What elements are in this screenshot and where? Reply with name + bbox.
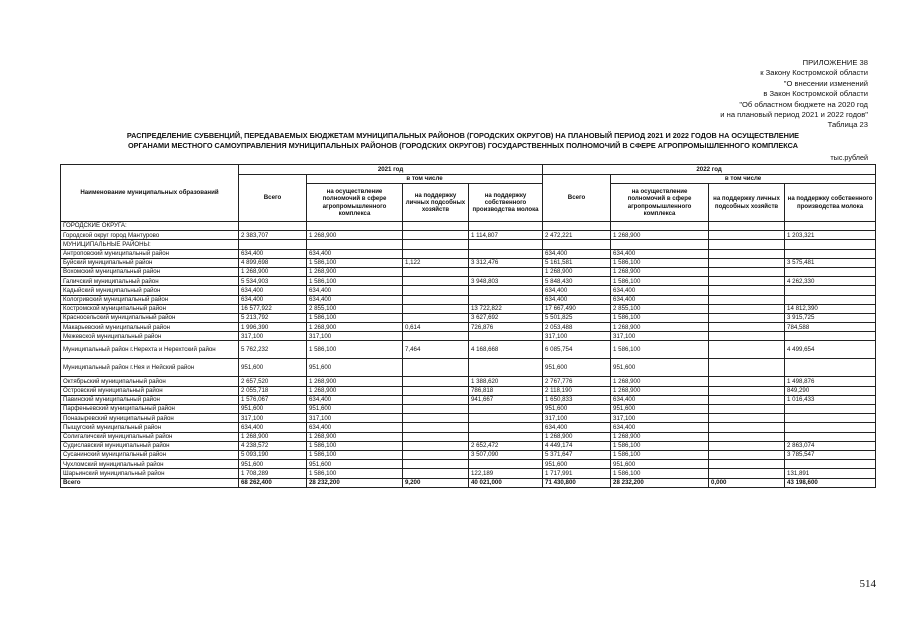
value-cell xyxy=(403,414,469,423)
value-cell: 317,100 xyxy=(543,414,611,423)
value-cell xyxy=(469,249,543,258)
value-cell xyxy=(307,222,403,231)
value-cell: 71 430,800 xyxy=(543,478,611,487)
value-cell: 28 232,200 xyxy=(307,478,403,487)
value-cell: 1 576,067 xyxy=(239,395,307,404)
value-cell xyxy=(469,286,543,295)
appendix-line: и на плановый период 2021 и 2022 годов" xyxy=(720,110,868,120)
value-cell: 951,600 xyxy=(611,359,709,377)
municipality-name: Муниципальный район г.Нерехта и Нерехтский район xyxy=(61,341,239,359)
value-cell: 3 507,090 xyxy=(469,450,543,459)
value-cell: 5 501,825 xyxy=(543,313,611,322)
municipality-name: Галичский муниципальный район xyxy=(61,277,239,286)
municipality-name: Всего xyxy=(61,478,239,487)
value-cell: 951,600 xyxy=(611,405,709,414)
value-cell: 5 534,903 xyxy=(239,277,307,286)
value-cell: 317,100 xyxy=(239,332,307,341)
value-cell: 0,000 xyxy=(709,478,785,487)
table-row xyxy=(61,469,876,478)
value-cell xyxy=(785,249,876,258)
table-row xyxy=(61,432,876,441)
value-cell: 634,400 xyxy=(543,295,611,304)
municipality-name: Красносельский муниципальный район xyxy=(61,313,239,322)
value-cell xyxy=(403,469,469,478)
value-cell: 28 232,200 xyxy=(611,478,709,487)
value-cell: 2 053,488 xyxy=(543,323,611,332)
value-cell: 3 627,692 xyxy=(469,313,543,322)
subsidy-table xyxy=(60,164,876,488)
value-cell xyxy=(709,386,785,395)
table-row xyxy=(61,460,876,469)
value-cell: 951,600 xyxy=(543,460,611,469)
value-cell xyxy=(239,240,307,249)
table-row xyxy=(61,450,876,459)
value-cell xyxy=(785,222,876,231)
value-cell: 1 586,100 xyxy=(611,441,709,450)
value-cell: 1 996,390 xyxy=(239,323,307,332)
value-cell: 5 371,647 xyxy=(543,450,611,459)
units-label: тыс.рублей xyxy=(830,153,868,162)
value-cell xyxy=(709,432,785,441)
value-cell: 40 021,000 xyxy=(469,478,543,487)
value-cell xyxy=(469,240,543,249)
value-cell: 634,400 xyxy=(543,286,611,295)
municipality-name: Кадыйский муниципальный район xyxy=(61,286,239,295)
value-cell xyxy=(403,240,469,249)
municipality-name: Муниципальный район г.Нея и Нейский район xyxy=(61,359,239,377)
value-cell xyxy=(403,332,469,341)
value-cell: 2 855,100 xyxy=(307,304,403,313)
value-cell: 786,818 xyxy=(469,386,543,395)
value-cell: 634,400 xyxy=(239,423,307,432)
total-row xyxy=(61,478,876,487)
value-cell: 2 657,520 xyxy=(239,377,307,386)
value-cell xyxy=(403,313,469,322)
value-cell: 1 203,321 xyxy=(785,231,876,240)
value-cell xyxy=(469,359,543,377)
value-cell: 1 650,833 xyxy=(543,395,611,404)
page-number: 514 xyxy=(859,578,876,590)
value-cell: 1 114,807 xyxy=(469,231,543,240)
value-cell: 68 262,400 xyxy=(239,478,307,487)
value-cell xyxy=(785,286,876,295)
municipality-name: Поназыревский муниципальный район xyxy=(61,414,239,423)
value-cell: 4 262,330 xyxy=(785,277,876,286)
title-line-1: РАСПРЕДЕЛЕНИЕ СУБВЕНЦИЙ, ПЕРЕДАВАЕМЫХ БЮДЖЕТАМ МУНИЦИПАЛЬНЫХ РАЙОНОВ (ГОРОДСКИХ ОКРУГОВ) НА ПЛАНОВЫЙ ПЕРИОД 2021 И 2022 ГОДОВ НА ОСУЩЕСТВЛЕНИЕ xyxy=(126,131,800,140)
value-cell xyxy=(403,359,469,377)
value-cell: 951,600 xyxy=(543,359,611,377)
value-cell xyxy=(785,295,876,304)
value-cell xyxy=(403,386,469,395)
value-cell: 317,100 xyxy=(611,332,709,341)
municipality-name: Сусанинский муниципальный район xyxy=(61,450,239,459)
value-cell: 2 863,074 xyxy=(785,441,876,450)
value-cell: 634,400 xyxy=(611,249,709,258)
value-cell: 634,400 xyxy=(611,295,709,304)
value-cell xyxy=(611,222,709,231)
value-cell: 1 268,900 xyxy=(307,386,403,395)
value-cell: 1 268,900 xyxy=(307,231,403,240)
value-cell: 1 586,100 xyxy=(307,313,403,322)
document-title xyxy=(58,131,868,150)
value-cell xyxy=(785,332,876,341)
municipality-name: Кологривский муниципальный район xyxy=(61,295,239,304)
value-cell: 5 762,232 xyxy=(239,341,307,359)
value-cell: 1 586,100 xyxy=(307,469,403,478)
value-cell: 634,400 xyxy=(239,295,307,304)
value-cell: 951,600 xyxy=(239,359,307,377)
milk-2021-header: на поддержку собственного производства молока xyxy=(469,184,543,222)
value-cell xyxy=(403,304,469,313)
value-cell: 9,200 xyxy=(403,478,469,487)
including-2021-header: в том числе xyxy=(307,175,543,184)
value-cell xyxy=(403,286,469,295)
value-cell xyxy=(403,441,469,450)
value-cell: 4 449,174 xyxy=(543,441,611,450)
value-cell xyxy=(785,359,876,377)
value-cell: 1 268,900 xyxy=(307,323,403,332)
name-column-header: Наименование муниципальных образований xyxy=(61,165,239,222)
table-row xyxy=(61,405,876,414)
table-row xyxy=(61,295,876,304)
value-cell: 317,100 xyxy=(543,332,611,341)
value-cell xyxy=(709,359,785,377)
value-cell: 951,600 xyxy=(611,460,709,469)
value-cell xyxy=(709,377,785,386)
value-cell: 2 383,707 xyxy=(239,231,307,240)
value-cell xyxy=(709,395,785,404)
table-row xyxy=(61,386,876,395)
value-cell xyxy=(785,432,876,441)
value-cell: 3 915,725 xyxy=(785,313,876,322)
value-cell: 317,100 xyxy=(307,332,403,341)
value-cell: 726,876 xyxy=(469,323,543,332)
table-row xyxy=(61,267,876,276)
value-cell: 17 667,490 xyxy=(543,304,611,313)
value-cell xyxy=(785,460,876,469)
value-cell: 1 268,900 xyxy=(543,267,611,276)
value-cell: 2 767,776 xyxy=(543,377,611,386)
value-cell: 951,600 xyxy=(543,405,611,414)
value-cell: 3 948,803 xyxy=(469,277,543,286)
value-cell: 16 577,922 xyxy=(239,304,307,313)
value-cell: 14 812,390 xyxy=(785,304,876,313)
value-cell: 1 586,100 xyxy=(307,258,403,267)
value-cell: 2 118,190 xyxy=(543,386,611,395)
value-cell: 1 708,289 xyxy=(239,469,307,478)
appendix-line: в Закон Костромской области xyxy=(763,89,868,99)
value-cell: 1 016,433 xyxy=(785,395,876,404)
value-cell: 131,891 xyxy=(785,469,876,478)
municipality-name: Судиславский муниципальный район xyxy=(61,441,239,450)
value-cell xyxy=(403,267,469,276)
value-cell: 2 855,100 xyxy=(611,304,709,313)
value-cell: 951,600 xyxy=(239,405,307,414)
table-row xyxy=(61,249,876,258)
value-cell: 1 586,100 xyxy=(611,313,709,322)
value-cell xyxy=(403,222,469,231)
value-cell: 317,100 xyxy=(307,414,403,423)
table-row xyxy=(61,341,876,359)
value-cell: 1 268,900 xyxy=(307,432,403,441)
value-cell: 634,400 xyxy=(239,286,307,295)
value-cell: 3 785,547 xyxy=(785,450,876,459)
municipality-name: Вохомский муниципальный район xyxy=(61,267,239,276)
municipality-name: Солигаличский муниципальный район xyxy=(61,432,239,441)
value-cell: 317,100 xyxy=(611,414,709,423)
value-cell: 1 586,100 xyxy=(611,277,709,286)
value-cell xyxy=(469,423,543,432)
table-body xyxy=(61,222,876,488)
appendix-line: к Закону Костромской области xyxy=(760,68,868,78)
agro-2021-header: на осуществление полномочий в сфере агропромышленного комплекса xyxy=(307,184,403,222)
value-cell xyxy=(709,323,785,332)
milk-2022-header: на поддержку собственного производства молока xyxy=(785,184,876,222)
value-cell xyxy=(785,240,876,249)
value-cell xyxy=(709,277,785,286)
value-cell: 951,600 xyxy=(307,460,403,469)
value-cell: 1 498,876 xyxy=(785,377,876,386)
value-cell: 4 168,668 xyxy=(469,341,543,359)
value-cell xyxy=(403,450,469,459)
value-cell: 634,400 xyxy=(307,286,403,295)
municipality-name: Островский муниципальный район xyxy=(61,386,239,395)
value-cell: 5 213,792 xyxy=(239,313,307,322)
value-cell: 634,400 xyxy=(611,286,709,295)
value-cell xyxy=(709,267,785,276)
title-line-2: ОРГАНАМИ МЕСТНОГО САМОУПРАВЛЕНИЯ МУНИЦИПАЛЬНЫХ РАЙОНОВ (ГОРОДСКИХ ОКРУГОВ) ГОСУДАРСТВЕННЫХ ПОЛНОМОЧИЙ В СФЕРЕ АГРОПРОМЫШЛЕННОГО КОМПЛЕКСА xyxy=(128,140,798,150)
value-cell: 1 586,100 xyxy=(611,450,709,459)
value-cell: 634,400 xyxy=(543,249,611,258)
value-cell xyxy=(239,222,307,231)
table-row xyxy=(61,377,876,386)
value-cell xyxy=(611,240,709,249)
year-2022-header: 2022 год xyxy=(543,165,876,175)
value-cell xyxy=(469,405,543,414)
value-cell: 1 586,100 xyxy=(611,469,709,478)
value-cell: 5 161,581 xyxy=(543,258,611,267)
value-cell: 122,189 xyxy=(469,469,543,478)
value-cell: 1,122 xyxy=(403,258,469,267)
value-cell: 1 268,900 xyxy=(611,386,709,395)
value-cell: 2 055,718 xyxy=(239,386,307,395)
municipality-name: Костромской муниципальный район xyxy=(61,304,239,313)
table-row xyxy=(61,240,876,249)
value-cell: 634,400 xyxy=(307,249,403,258)
value-cell: 1 268,900 xyxy=(611,231,709,240)
municipality-name: Пыщугский муниципальный район xyxy=(61,423,239,432)
value-cell xyxy=(709,295,785,304)
value-cell: 3 312,476 xyxy=(469,258,543,267)
appendix-line: Таблица 23 xyxy=(827,120,868,130)
value-cell: 634,400 xyxy=(611,423,709,432)
value-cell: 7,464 xyxy=(403,341,469,359)
value-cell xyxy=(403,405,469,414)
municipality-name: ГОРОДСКИЕ ОКРУГА: xyxy=(61,222,239,231)
value-cell xyxy=(709,313,785,322)
value-cell xyxy=(403,249,469,258)
value-cell xyxy=(709,240,785,249)
value-cell xyxy=(307,240,403,249)
value-cell xyxy=(709,450,785,459)
municipality-name: Буйский муниципальный район xyxy=(61,258,239,267)
value-cell xyxy=(469,332,543,341)
value-cell xyxy=(709,341,785,359)
table-row xyxy=(61,277,876,286)
municipality-name: Антроповский муниципальный район xyxy=(61,249,239,258)
table-row xyxy=(61,222,876,231)
value-cell: 1 268,900 xyxy=(611,323,709,332)
municipality-name: Октябрьский муниципальный район xyxy=(61,377,239,386)
appendix-line: ПРИЛОЖЕНИЕ 38 xyxy=(802,58,868,67)
value-cell xyxy=(709,405,785,414)
table-row xyxy=(61,304,876,313)
municipality-name: Парфеньевский муниципальный район xyxy=(61,405,239,414)
value-cell: 1 586,100 xyxy=(307,341,403,359)
value-cell: 0,614 xyxy=(403,323,469,332)
value-cell xyxy=(709,423,785,432)
value-cell: 849,290 xyxy=(785,386,876,395)
municipality-name: Макарьевский муниципальный район xyxy=(61,323,239,332)
value-cell xyxy=(709,469,785,478)
value-cell: 1 268,900 xyxy=(307,267,403,276)
value-cell: 634,400 xyxy=(239,249,307,258)
value-cell: 1 586,100 xyxy=(307,450,403,459)
agro-2022-header: на осуществление полномочий в сфере агропромышленного комплекса xyxy=(611,184,709,222)
value-cell: 1 268,900 xyxy=(239,267,307,276)
appendix-header xyxy=(720,58,868,131)
value-cell xyxy=(403,277,469,286)
value-cell xyxy=(543,222,611,231)
value-cell: 1 388,620 xyxy=(469,377,543,386)
value-cell: 1 717,991 xyxy=(543,469,611,478)
value-cell xyxy=(709,258,785,267)
value-cell: 5 093,190 xyxy=(239,450,307,459)
value-cell xyxy=(469,460,543,469)
value-cell xyxy=(709,231,785,240)
value-cell xyxy=(709,222,785,231)
value-cell: 2 472,221 xyxy=(543,231,611,240)
value-cell xyxy=(403,432,469,441)
value-cell: 13 722,822 xyxy=(469,304,543,313)
value-cell: 5 848,430 xyxy=(543,277,611,286)
value-cell xyxy=(469,267,543,276)
value-cell: 1 268,900 xyxy=(239,432,307,441)
value-cell: 634,400 xyxy=(307,295,403,304)
table-row xyxy=(61,414,876,423)
value-cell xyxy=(469,222,543,231)
farm-2022-header: на поддержку личных подсобных хозяйств xyxy=(709,184,785,222)
value-cell: 1 268,900 xyxy=(307,377,403,386)
value-cell: 951,600 xyxy=(307,405,403,414)
municipality-name: Павинский муниципальный район xyxy=(61,395,239,404)
value-cell xyxy=(709,414,785,423)
value-cell: 634,400 xyxy=(307,395,403,404)
table-row xyxy=(61,441,876,450)
value-cell xyxy=(403,295,469,304)
value-cell xyxy=(403,460,469,469)
table-row xyxy=(61,258,876,267)
farm-2021-header: на поддержку личных подсобных хозяйств xyxy=(403,184,469,222)
value-cell: 1 586,100 xyxy=(307,277,403,286)
including-2022-header: в том числе xyxy=(611,175,876,184)
value-cell: 2 652,472 xyxy=(469,441,543,450)
value-cell xyxy=(469,414,543,423)
table-row xyxy=(61,395,876,404)
municipality-name: Шарьинский муниципальный район xyxy=(61,469,239,478)
year-2021-header: 2021 год xyxy=(239,165,543,175)
value-cell: 941,667 xyxy=(469,395,543,404)
value-cell xyxy=(785,405,876,414)
municipality-name: МУНИЦИПАЛЬНЫЕ РАЙОНЫ: xyxy=(61,240,239,249)
value-cell: 1 268,900 xyxy=(611,432,709,441)
value-cell: 4 238,572 xyxy=(239,441,307,450)
value-cell xyxy=(785,267,876,276)
value-cell xyxy=(469,295,543,304)
value-cell xyxy=(785,423,876,432)
value-cell: 6 085,754 xyxy=(543,341,611,359)
table-row xyxy=(61,286,876,295)
value-cell: 43 198,600 xyxy=(785,478,876,487)
value-cell: 1 268,900 xyxy=(543,432,611,441)
municipality-name: Межевской муниципальный район xyxy=(61,332,239,341)
value-cell xyxy=(709,286,785,295)
value-cell: 951,600 xyxy=(239,460,307,469)
table-row xyxy=(61,323,876,332)
value-cell: 634,400 xyxy=(543,423,611,432)
value-cell: 4 499,654 xyxy=(785,341,876,359)
value-cell: 1 268,900 xyxy=(611,267,709,276)
value-cell: 1 586,100 xyxy=(611,341,709,359)
value-cell: 3 575,481 xyxy=(785,258,876,267)
value-cell xyxy=(469,432,543,441)
value-cell: 634,400 xyxy=(611,395,709,404)
value-cell xyxy=(543,240,611,249)
value-cell xyxy=(403,231,469,240)
value-cell xyxy=(709,441,785,450)
total-2022-header: Всего xyxy=(543,175,611,222)
value-cell xyxy=(709,460,785,469)
value-cell xyxy=(709,249,785,258)
value-cell: 4 899,698 xyxy=(239,258,307,267)
value-cell: 1 586,100 xyxy=(611,258,709,267)
table-row xyxy=(61,231,876,240)
value-cell xyxy=(403,377,469,386)
value-cell: 1 268,900 xyxy=(611,377,709,386)
municipality-name: Городской округ город Мантурово xyxy=(61,231,239,240)
table-row xyxy=(61,359,876,377)
value-cell xyxy=(403,395,469,404)
value-cell: 1 586,100 xyxy=(307,441,403,450)
table-row xyxy=(61,332,876,341)
value-cell xyxy=(403,423,469,432)
appendix-line: "О внесении изменений xyxy=(783,78,868,88)
table-row xyxy=(61,313,876,322)
value-cell: 634,400 xyxy=(307,423,403,432)
value-cell xyxy=(709,304,785,313)
municipality-name: Чухломский муниципальный район xyxy=(61,460,239,469)
table-row xyxy=(61,423,876,432)
total-2021-header: Всего xyxy=(239,175,307,222)
appendix-line: "Об областном бюджете на 2020 год xyxy=(739,99,868,109)
value-cell xyxy=(785,414,876,423)
value-cell: 784,588 xyxy=(785,323,876,332)
value-cell xyxy=(709,332,785,341)
value-cell: 951,600 xyxy=(307,359,403,377)
value-cell: 317,100 xyxy=(239,414,307,423)
